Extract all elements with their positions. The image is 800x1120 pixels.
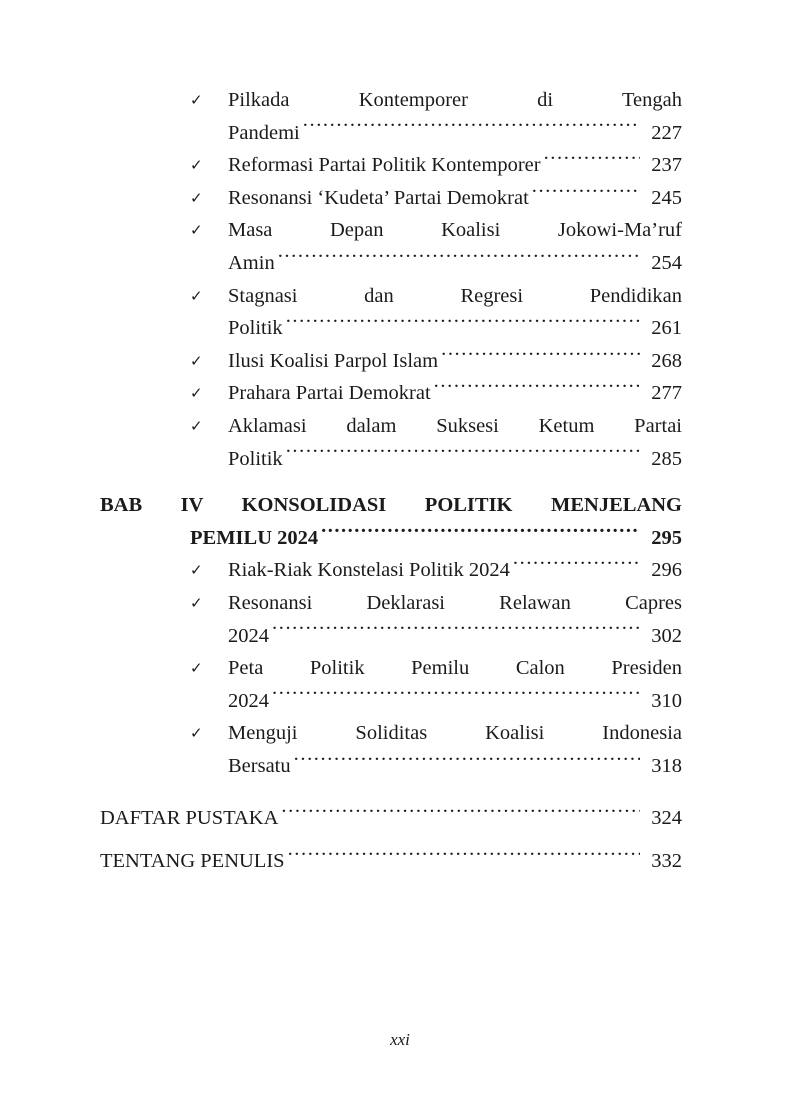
- toc-entry-title-line: Reformasi Partai Politik Kontemporer: [228, 154, 541, 177]
- toc-entry-title-line: Pilkada Kontemporer di Tengah: [228, 89, 682, 111]
- dot-leader: [272, 621, 640, 642]
- dot-leader: [513, 556, 640, 577]
- toc-backmatter-entry[interactable]: [100, 802, 682, 835]
- dot-leader: [434, 379, 640, 400]
- check-icon: ✓: [190, 351, 203, 370]
- check-icon: ✓: [190, 156, 203, 175]
- toc-entry[interactable]: [100, 377, 682, 410]
- check-icon: ✓: [190, 593, 203, 612]
- toc-page-number: 277: [651, 382, 682, 405]
- toc-entry[interactable]: [100, 84, 682, 149]
- toc-entry[interactable]: [100, 214, 682, 279]
- toc-entry-title-cont: 2024: [228, 624, 269, 647]
- toc-entry-title-line: Aklamasi dalam Suksesi Ketum Partai: [228, 414, 682, 437]
- toc-entry[interactable]: [100, 182, 682, 215]
- dot-leader: [281, 804, 640, 825]
- dot-leader: [288, 847, 640, 868]
- toc-entry[interactable]: [100, 149, 682, 182]
- toc-entry-title-line: Resonansi ‘Kudeta’ Partai Demokrat: [228, 186, 529, 209]
- dot-leader: [278, 248, 640, 269]
- toc-page-number: 237: [651, 154, 682, 177]
- dot-leader: [272, 686, 640, 707]
- check-icon: ✓: [190, 188, 203, 207]
- toc-page-number: 254: [651, 251, 682, 274]
- toc-entry-title-cont: Politik: [228, 317, 283, 340]
- toc-page-number: 261: [651, 317, 682, 340]
- toc-page-number: 310: [651, 689, 682, 712]
- toc-page-number: 296: [651, 559, 682, 582]
- toc-entry[interactable]: [100, 280, 682, 345]
- dot-leader: [294, 751, 640, 772]
- toc-page-number: 318: [651, 754, 682, 777]
- toc-entry[interactable]: [100, 554, 682, 587]
- toc-page-number: 268: [651, 349, 682, 372]
- toc-backmatter-entry[interactable]: [100, 845, 682, 878]
- toc-page-number: 285: [651, 447, 682, 470]
- check-icon: ✓: [190, 384, 203, 403]
- dot-leader: [286, 314, 640, 335]
- dot-leader: [544, 151, 640, 172]
- dot-leader: [303, 118, 640, 139]
- toc-entry-title-line: Masa Depan Koalisi Jokowi-Ma’ruf: [228, 219, 682, 242]
- toc-entry-title-line: Resonansi Deklarasi Relawan Capres: [228, 591, 682, 614]
- check-icon: ✓: [190, 91, 203, 109]
- toc-page-number: 295: [651, 526, 682, 549]
- toc-chapter-title-cont: PEMILU 2024: [190, 526, 319, 549]
- toc-entry-title-line: DAFTAR PUSTAKA: [100, 807, 279, 830]
- toc-entry-title-line: Menguji Soliditas Koalisi Indonesia: [228, 722, 682, 745]
- check-icon: ✓: [190, 416, 203, 435]
- dot-leader: [441, 346, 640, 367]
- toc-chapter-entry[interactable]: [100, 489, 682, 554]
- toc-entry[interactable]: [100, 652, 682, 717]
- toc-entry-title-line: TENTANG PENULIS: [100, 850, 285, 873]
- toc-page-number: 302: [651, 624, 682, 647]
- toc-entry-title-line: Peta Politik Pemilu Calon Presiden: [228, 657, 682, 680]
- toc-entry-title-line: Ilusi Koalisi Parpol Islam: [228, 349, 439, 372]
- spacer: [100, 475, 682, 489]
- check-icon: ✓: [190, 221, 203, 240]
- toc-page-number: 324: [651, 807, 682, 830]
- toc-entry[interactable]: [100, 717, 682, 782]
- toc-entry-title-cont: Amin: [228, 251, 275, 274]
- toc-entry-title-line: Stagnasi dan Regresi Pendidikan: [228, 284, 682, 307]
- spacer: [100, 782, 682, 802]
- toc-entry-title-line: Prahara Partai Demokrat: [228, 382, 431, 405]
- toc-page-number: 245: [651, 186, 682, 209]
- toc-entry-title-line: Riak-Riak Konstelasi Politik 2024: [228, 559, 510, 582]
- spacer: [100, 835, 682, 845]
- check-icon: ✓: [190, 724, 203, 743]
- dot-leader: [286, 444, 640, 465]
- check-icon: ✓: [190, 659, 203, 678]
- check-icon: ✓: [190, 561, 203, 580]
- toc-entry-title-cont: Politik: [228, 447, 283, 470]
- dot-leader: [321, 523, 640, 544]
- dot-leader: [532, 183, 640, 204]
- toc-entry[interactable]: [100, 410, 682, 475]
- toc-entry-title-cont: 2024: [228, 689, 269, 712]
- toc-entry-title-cont: Pandemi: [228, 121, 300, 144]
- toc-entry-title-cont: Bersatu: [228, 754, 291, 777]
- check-icon: ✓: [190, 286, 203, 305]
- toc-page-number: 227: [651, 121, 682, 144]
- page-folio: xxi: [390, 1030, 410, 1049]
- toc-chapter-title-line: BAB IV KONSOLIDASI POLITIK MENJELANG: [100, 494, 682, 517]
- toc-entry[interactable]: [100, 345, 682, 378]
- toc-entry[interactable]: [100, 587, 682, 652]
- toc-page-number: 332: [651, 850, 682, 873]
- toc-list: [100, 84, 682, 878]
